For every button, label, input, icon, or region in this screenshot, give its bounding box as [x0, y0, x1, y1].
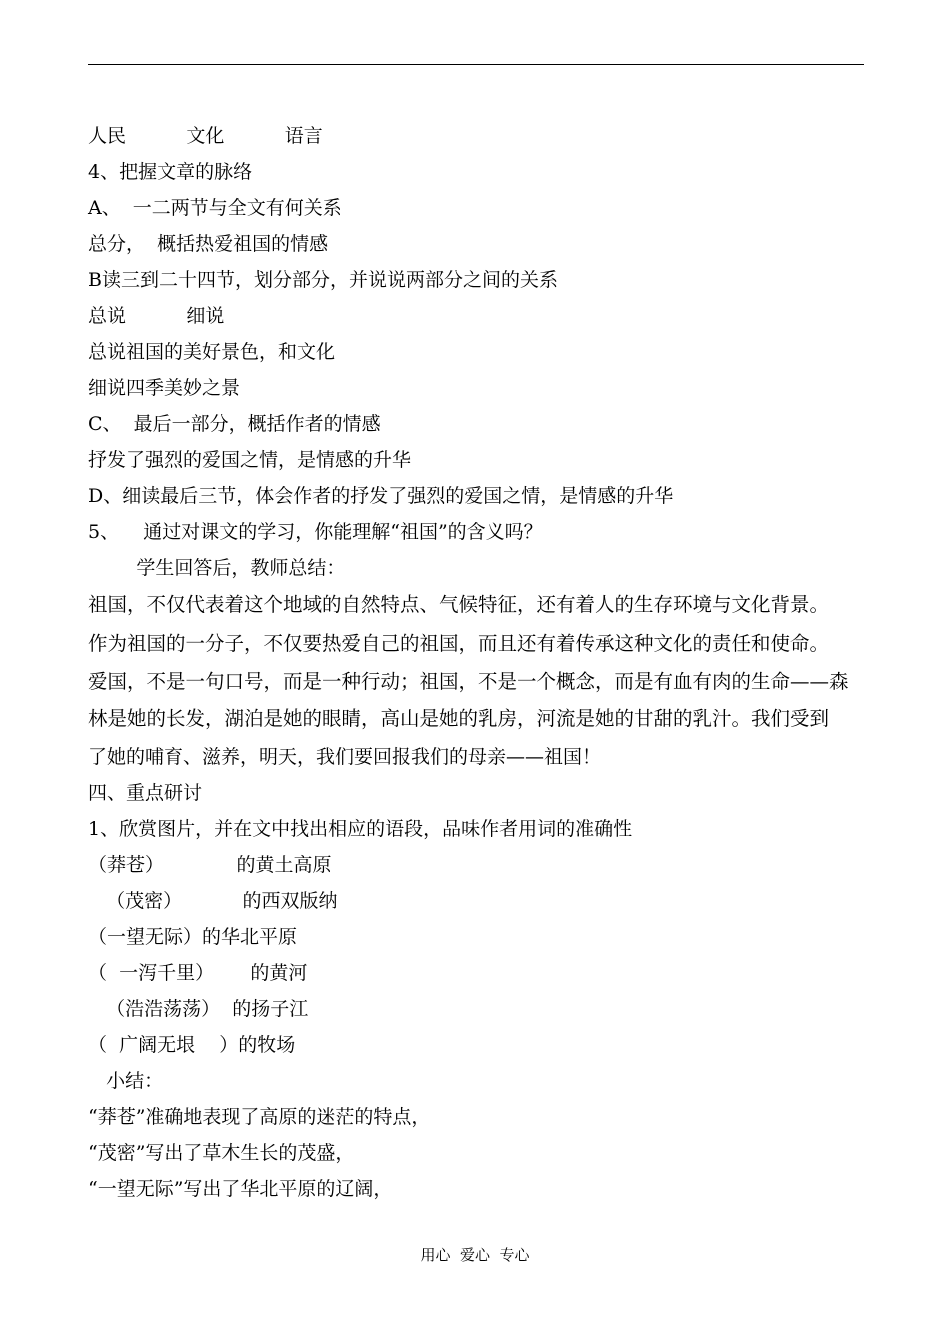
- text-line: 林是她的长发，湖泊是她的眼睛，高山是她的乳房，河流是她的甘甜的乳汁。我们受到: [88, 707, 830, 730]
- text-line: D、细读最后三节，体会作者的抒发了强烈的爱国之情，是情感的升华: [88, 485, 674, 507]
- text-line: “一望无际”写出了华北平原的辽阔，: [88, 1178, 393, 1200]
- text-line: 小结：: [88, 1070, 164, 1092]
- text-line: C、 最后一部分，概括作者的情感: [88, 413, 381, 435]
- text-line: 4、把握文章的脉络: [88, 161, 253, 183]
- text-line: （ 一泻千里） 的黄河: [88, 962, 308, 984]
- text-line: （一望无际）的华北平原: [88, 926, 298, 948]
- text-line: 总分， 概括热爱祖国的情感: [88, 233, 329, 255]
- text-line: 人民 文化 语言: [88, 125, 323, 147]
- text-line: 细说四季美妙之景: [88, 377, 241, 399]
- text-line: “茂密”写出了草木生长的茂盛，: [88, 1142, 355, 1164]
- page-footer: 用心 爱心 专心: [420, 1246, 530, 1264]
- text-line: （ 广阔无垠 ）的牧场: [88, 1034, 296, 1056]
- text-line: A、 一二两节与全文有何关系: [88, 197, 342, 219]
- text-line: 作为祖国的一分子，不仅要热爱自己的祖国，而且还有着传承这种文化的责任和使命。: [88, 632, 830, 655]
- text-line: B读三到二十四节，划分部分，并说说两部分之间的关系: [88, 269, 558, 291]
- text-line: 学生回答后，教师总结：: [88, 557, 346, 579]
- text-line: 1、欣赏图片，并在文中找出相应的语段，品味作者用词的准确性: [88, 818, 633, 840]
- text-line: “莽苍”准确地表现了高原的迷茫的特点，: [88, 1106, 431, 1128]
- text-line: （浩浩荡荡） 的扬子江: [88, 998, 309, 1020]
- text-line: （茂密） 的西双版纳: [88, 890, 338, 912]
- text-line: 祖国，不仅代表着这个地域的自然特点、气候特征，还有着人的生存环境与文化背景。: [88, 593, 830, 616]
- text-line: 了她的哺育、滋养，明天，我们要回报我们的母亲——祖国！: [88, 746, 602, 768]
- text-line: 抒发了强烈的爱国之情，是情感的升华: [88, 449, 412, 471]
- text-line: 5、 通过对课文的学习，你能理解“祖国”的含义吗？: [88, 521, 543, 543]
- text-line: 爱国，不是一句口号，而是一种行动；祖国，不是一个概念，而是有血有肉的生命——森: [88, 670, 849, 693]
- text-line: 总说 细说: [88, 305, 225, 327]
- header-rule: [88, 64, 864, 65]
- section-heading: 四、重点研讨: [88, 782, 203, 804]
- text-line: 总说祖国的美好景色，和文化: [88, 341, 336, 363]
- text-line: （莽苍） 的黄土高原: [88, 854, 332, 876]
